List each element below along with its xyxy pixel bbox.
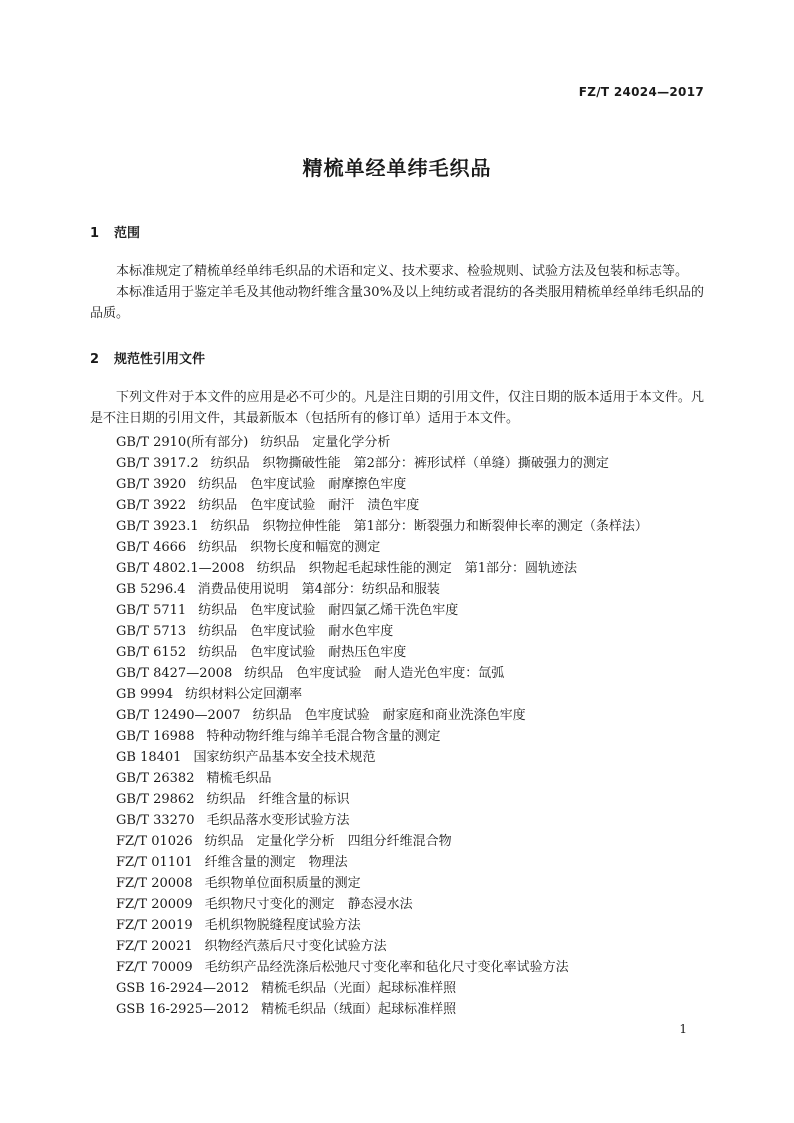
reference-code: GSB 16-2924—2012 [116, 981, 250, 996]
reference-code: GB/T 3920 [116, 477, 187, 492]
reference-title: 纺织品 色牢度试验 耐四氯乙烯干洗色牢度 [198, 603, 459, 618]
reference-title: 纺织品 定量化学分析 [260, 435, 391, 450]
reference-title: 纺织品 色牢度试验 耐家庭和商业洗涤色牢度 [252, 708, 526, 723]
reference-title: 毛织物尺寸变化的测定 静态浸水法 [204, 897, 413, 912]
reference-item [116, 684, 648, 705]
reference-code: FZ/T 20021 [116, 939, 193, 954]
reference-item [116, 705, 648, 726]
scope-paragraph-1: 本标准规定了精梳单经单纬毛织品的术语和定义、技术要求、检验规则、试验方法及包装和标志等。 [116, 264, 689, 279]
reference-title: 纤维含量的测定 物理法 [204, 855, 348, 870]
reference-item [116, 747, 648, 768]
reference-code: GSB 16-2925—2012 [116, 1002, 250, 1017]
reference-title: 纺织品 色牢度试验 耐汗 渍色牢度 [198, 498, 420, 513]
reference-title: 毛纺织产品经洗涤后松弛尺寸变化率和毡化尺寸变化率试验方法 [204, 960, 569, 975]
reference-item [116, 831, 648, 852]
reference-item [116, 789, 648, 810]
reference-title: 毛织品落水变形试验方法 [206, 813, 350, 828]
reference-item [116, 453, 648, 474]
reference-item [116, 558, 648, 579]
section-title: 范围 [114, 226, 141, 241]
section-number: 2 [90, 352, 100, 367]
reference-code: FZ/T 20009 [116, 897, 193, 912]
reference-code: GB/T 4666 [116, 540, 187, 555]
reference-code: GB/T 5711 [116, 603, 187, 618]
reference-code: GB/T 2910(所有部分) [116, 435, 249, 450]
reference-item [116, 642, 648, 663]
reference-title: 特种动物纤维与绵羊毛混合物含量的测定 [206, 729, 441, 744]
scope-paragraph-2: 本标准适用于鉴定羊毛及其他动物纤维含量30%及以上纯纺或者混纺的各类服用精梳单经单纬毛织品的品质。 [90, 285, 704, 321]
reference-list [116, 432, 648, 1020]
reference-item [116, 516, 648, 537]
reference-title: 国家纺织产品基本安全技术规范 [193, 750, 376, 765]
reference-code: GB/T 16988 [116, 729, 195, 744]
reference-item [116, 726, 648, 747]
reference-code: GB/T 8427—2008 [116, 666, 233, 681]
reference-title: 纺织品 色牢度试验 耐热压色牢度 [198, 645, 407, 660]
reference-code: FZ/T 20019 [116, 918, 193, 933]
reference-item [116, 495, 648, 516]
reference-code: FZ/T 01026 [116, 834, 193, 849]
document-title: 精梳单经单纬毛织品 [302, 156, 492, 180]
references-intro-paragraph: 下列文件对于本文件的应用是必不可少的。凡是注日期的引用文件，仅注日期的版本适用于本文件。凡是不注日期的引用文件，其最新版本（包括所有的修订单）适用于本文件。 [90, 390, 704, 426]
reference-title: 纺织品 织物长度和幅宽的测定 [198, 540, 381, 555]
reference-code: GB 5296.4 [116, 582, 186, 597]
reference-code: GB/T 6152 [116, 645, 187, 660]
section-number: 1 [90, 226, 100, 241]
reference-item [116, 936, 648, 957]
reference-code: FZ/T 01101 [116, 855, 193, 870]
reference-item [116, 873, 648, 894]
reference-item [116, 663, 648, 684]
reference-item [116, 600, 648, 621]
standard-code: FZ/T 24024—2017 [578, 85, 704, 99]
reference-title: 纺织品 纤维含量的标识 [206, 792, 350, 807]
reference-title: 纺织品 色牢度试验 耐水色牢度 [198, 624, 394, 639]
reference-code: GB/T 3917.2 [116, 456, 199, 471]
reference-item [116, 810, 648, 831]
reference-item [116, 432, 648, 453]
reference-item [116, 978, 648, 999]
reference-item [116, 852, 648, 873]
reference-title: 精梳毛织品（光面）起球标准样照 [261, 981, 457, 996]
reference-title: 纺织品 织物拉伸性能 第1部分：断裂强力和断裂伸长率的测定（条样法） [210, 519, 648, 534]
reference-code: GB/T 5713 [116, 624, 187, 639]
reference-title: 织物经汽蒸后尺寸变化试验方法 [204, 939, 387, 954]
reference-title: 纺织品 织物撕破性能 第2部分：裤形试样（单缝）撕破强力的测定 [210, 456, 609, 471]
reference-code: GB/T 3922 [116, 498, 187, 513]
reference-code: GB/T 26382 [116, 771, 195, 786]
reference-item [116, 957, 648, 978]
reference-title: 毛机织物脱缝程度试验方法 [204, 918, 361, 933]
reference-title: 精梳毛织品（绒面）起球标准样照 [261, 1002, 457, 1017]
reference-title: 精梳毛织品 [206, 771, 272, 786]
reference-item [116, 579, 648, 600]
section-title: 规范性引用文件 [114, 352, 206, 367]
reference-item [116, 999, 648, 1020]
reference-title: 纺织品 定量化学分析 四组分纤维混合物 [204, 834, 452, 849]
reference-code: GB/T 4802.1—2008 [116, 561, 245, 576]
reference-item [116, 915, 648, 936]
reference-item [116, 474, 648, 495]
reference-item [116, 537, 648, 558]
page-number: 1 [679, 1022, 687, 1036]
reference-item [116, 894, 648, 915]
reference-code: FZ/T 70009 [116, 960, 193, 975]
reference-title: 纺织品 色牢度试验 耐摩擦色牢度 [198, 477, 407, 492]
reference-code: GB 18401 [116, 750, 182, 765]
reference-title: 纺织品 织物起毛起球性能的测定 第1部分：圆轨迹法 [256, 561, 577, 576]
reference-title: 毛织物单位面积质量的测定 [204, 876, 361, 891]
section-heading-normative-references [90, 348, 205, 367]
reference-code: GB/T 33270 [116, 813, 195, 828]
reference-code: GB/T 12490—2007 [116, 708, 241, 723]
reference-code: GB/T 3923.1 [116, 519, 199, 534]
reference-code: FZ/T 20008 [116, 876, 193, 891]
reference-title: 纺织品 色牢度试验 耐人造光色牢度：氙弧 [244, 666, 505, 681]
reference-code: GB/T 29862 [116, 792, 195, 807]
section-heading-scope [90, 222, 140, 241]
reference-title: 纺织材料公定回潮率 [185, 687, 303, 702]
reference-item [116, 768, 648, 789]
reference-item [116, 621, 648, 642]
reference-code: GB 9994 [116, 687, 174, 702]
reference-title: 消费品使用说明 第4部分：纺织品和服装 [197, 582, 440, 597]
